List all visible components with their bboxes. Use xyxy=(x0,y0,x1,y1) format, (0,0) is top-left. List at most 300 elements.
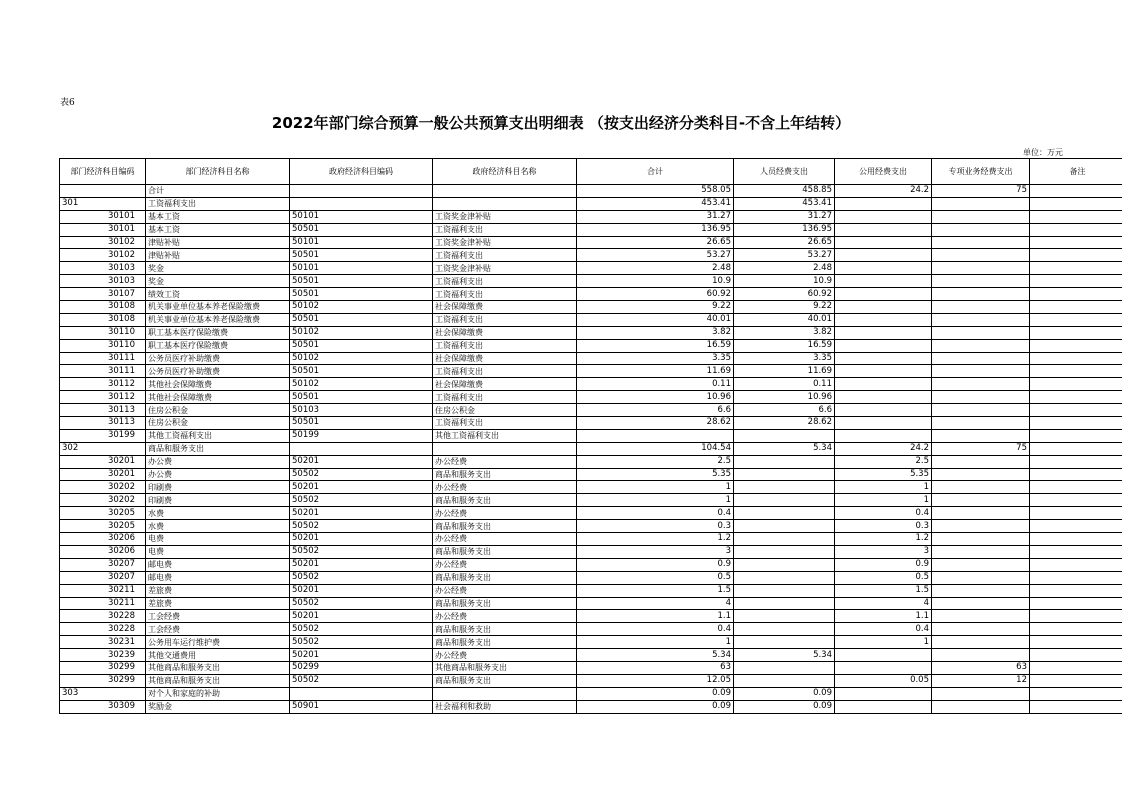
personnel-cell: 0.09 xyxy=(734,687,835,700)
dept-code-cell: 30299 xyxy=(60,661,146,674)
personnel-cell: 3.35 xyxy=(734,352,835,365)
public-cell: 1 xyxy=(835,636,932,649)
personnel-cell xyxy=(734,597,835,610)
dept-code-cell xyxy=(60,185,146,198)
personnel-cell: 136.95 xyxy=(734,223,835,236)
gov-name-cell: 商品和服务支出 xyxy=(433,623,577,636)
gov-code-cell: 50201 xyxy=(290,584,433,597)
personnel-cell xyxy=(734,558,835,571)
dept-name-cell: 办公费 xyxy=(146,468,290,481)
special-cell xyxy=(932,481,1030,494)
gov-name-cell: 商品和服务支出 xyxy=(433,494,577,507)
dept-name-cell: 电费 xyxy=(146,545,290,558)
total-cell: 12.05 xyxy=(577,674,734,687)
dept-name-cell: 合计 xyxy=(146,185,290,198)
public-cell xyxy=(835,262,932,275)
personnel-cell: 28.62 xyxy=(734,417,835,430)
personnel-cell: 2.48 xyxy=(734,262,835,275)
remark-cell xyxy=(1030,545,1122,558)
gov-name-cell: 社会保障缴费 xyxy=(433,301,577,314)
dept-code-cell: 303 xyxy=(60,687,146,700)
dept-name-cell: 机关事业单位基本养老保险缴费 xyxy=(146,313,290,326)
remark-cell xyxy=(1030,455,1122,468)
total-cell: 10.9 xyxy=(577,275,734,288)
table-row xyxy=(60,584,1122,597)
dept-code-cell: 302 xyxy=(60,442,146,455)
table-row xyxy=(60,558,1122,571)
public-cell xyxy=(835,391,932,404)
remark-cell xyxy=(1030,597,1122,610)
special-cell xyxy=(932,571,1030,584)
remark-cell xyxy=(1030,584,1122,597)
gov-name-cell: 社会保障缴费 xyxy=(433,326,577,339)
special-cell xyxy=(932,249,1030,262)
budget-table xyxy=(59,158,1122,714)
table-row xyxy=(60,249,1122,262)
remark-cell xyxy=(1030,378,1122,391)
table-row xyxy=(60,378,1122,391)
public-cell: 0.5 xyxy=(835,571,932,584)
public-cell: 0.05 xyxy=(835,674,932,687)
total-cell: 136.95 xyxy=(577,223,734,236)
personnel-cell xyxy=(734,623,835,636)
table-row xyxy=(60,661,1122,674)
total-cell: 3.82 xyxy=(577,326,734,339)
gov-code-cell: 50501 xyxy=(290,275,433,288)
gov-code-cell: 50102 xyxy=(290,378,433,391)
special-cell xyxy=(932,597,1030,610)
total-cell: 31.27 xyxy=(577,210,734,223)
remark-cell xyxy=(1030,468,1122,481)
header-gov-name: 政府经济科目名称 xyxy=(433,159,577,185)
gov-name-cell: 工资福利支出 xyxy=(433,417,577,430)
public-cell xyxy=(835,417,932,430)
dept-code-cell: 30107 xyxy=(60,288,146,301)
dept-name-cell: 职工基本医疗保险缴费 xyxy=(146,339,290,352)
personnel-cell: 16.59 xyxy=(734,339,835,352)
special-cell xyxy=(932,649,1030,662)
dept-code-cell: 30206 xyxy=(60,533,146,546)
public-cell xyxy=(835,197,932,210)
gov-name-cell: 商品和服务支出 xyxy=(433,468,577,481)
header-public: 公用经费支出 xyxy=(835,159,932,185)
dept-name-cell: 机关事业单位基本养老保险缴费 xyxy=(146,301,290,314)
personnel-cell: 458.85 xyxy=(734,185,835,198)
personnel-cell: 60.92 xyxy=(734,288,835,301)
header-total: 合计 xyxy=(577,159,734,185)
total-cell: 0.09 xyxy=(577,687,734,700)
dept-code-cell: 30113 xyxy=(60,404,146,417)
public-cell xyxy=(835,236,932,249)
total-cell: 53.27 xyxy=(577,249,734,262)
dept-name-cell: 其他社会保障缴费 xyxy=(146,391,290,404)
special-cell xyxy=(932,584,1030,597)
gov-name-cell: 办公经费 xyxy=(433,481,577,494)
remark-cell xyxy=(1030,674,1122,687)
table-row xyxy=(60,687,1122,700)
total-cell: 6.6 xyxy=(577,404,734,417)
special-cell xyxy=(932,391,1030,404)
gov-name-cell: 其他工资福利支出 xyxy=(433,429,577,442)
dept-name-cell: 对个人和家庭的补助 xyxy=(146,687,290,700)
table-row xyxy=(60,275,1122,288)
gov-name-cell: 办公经费 xyxy=(433,533,577,546)
header-gov-code: 政府经济科目编码 xyxy=(290,159,433,185)
gov-name-cell: 工资奖金津补贴 xyxy=(433,236,577,249)
total-cell: 16.59 xyxy=(577,339,734,352)
gov-name-cell xyxy=(433,687,577,700)
total-cell: 28.62 xyxy=(577,417,734,430)
remark-cell xyxy=(1030,571,1122,584)
table-row xyxy=(60,223,1122,236)
dept-code-cell: 30102 xyxy=(60,236,146,249)
gov-name-cell: 商品和服务支出 xyxy=(433,674,577,687)
personnel-cell xyxy=(734,520,835,533)
public-cell xyxy=(835,700,932,713)
dept-name-cell: 差旅费 xyxy=(146,597,290,610)
special-cell xyxy=(932,429,1030,442)
public-cell xyxy=(835,326,932,339)
gov-code-cell: 50199 xyxy=(290,429,433,442)
dept-code-cell: 30110 xyxy=(60,339,146,352)
gov-code-cell: 50501 xyxy=(290,391,433,404)
public-cell: 1 xyxy=(835,481,932,494)
dept-code-cell: 30231 xyxy=(60,636,146,649)
table-row xyxy=(60,236,1122,249)
table-row xyxy=(60,429,1122,442)
remark-cell xyxy=(1030,661,1122,674)
header-dept-code: 部门经济科目编码 xyxy=(60,159,146,185)
remark-cell xyxy=(1030,210,1122,223)
gov-name-cell: 社会保障缴费 xyxy=(433,352,577,365)
total-cell: 11.69 xyxy=(577,365,734,378)
special-cell xyxy=(932,687,1030,700)
dept-code-cell: 30111 xyxy=(60,365,146,378)
special-cell xyxy=(932,288,1030,301)
gov-code-cell: 50501 xyxy=(290,313,433,326)
dept-code-cell: 30206 xyxy=(60,545,146,558)
dept-code-cell: 30299 xyxy=(60,674,146,687)
dept-code-cell: 30205 xyxy=(60,507,146,520)
table-row xyxy=(60,365,1122,378)
gov-code-cell: 50101 xyxy=(290,262,433,275)
dept-name-cell: 津贴补贴 xyxy=(146,236,290,249)
dept-name-cell: 商品和服务支出 xyxy=(146,442,290,455)
table-row xyxy=(60,597,1122,610)
gov-code-cell: 50502 xyxy=(290,520,433,533)
remark-cell xyxy=(1030,301,1122,314)
special-cell xyxy=(932,507,1030,520)
remark-cell xyxy=(1030,275,1122,288)
personnel-cell xyxy=(734,674,835,687)
dept-name-cell: 办公费 xyxy=(146,455,290,468)
dept-name-cell: 印刷费 xyxy=(146,494,290,507)
remark-cell xyxy=(1030,185,1122,198)
dept-name-cell: 公务用车运行维护费 xyxy=(146,636,290,649)
gov-name-cell: 工资福利支出 xyxy=(433,275,577,288)
dept-code-cell: 30111 xyxy=(60,352,146,365)
gov-code-cell: 50502 xyxy=(290,494,433,507)
table-row xyxy=(60,649,1122,662)
personnel-cell xyxy=(734,571,835,584)
table-row xyxy=(60,185,1122,198)
public-cell: 3 xyxy=(835,545,932,558)
table-row xyxy=(60,700,1122,713)
dept-code-cell: 30201 xyxy=(60,455,146,468)
gov-name-cell: 办公经费 xyxy=(433,558,577,571)
remark-cell xyxy=(1030,533,1122,546)
table-row xyxy=(60,339,1122,352)
public-cell xyxy=(835,352,932,365)
public-cell xyxy=(835,210,932,223)
header-personnel: 人员经费支出 xyxy=(734,159,835,185)
total-cell: 0.09 xyxy=(577,700,734,713)
dept-name-cell: 差旅费 xyxy=(146,584,290,597)
remark-cell xyxy=(1030,558,1122,571)
remark-cell xyxy=(1030,520,1122,533)
table-row xyxy=(60,417,1122,430)
gov-code-cell: 50102 xyxy=(290,326,433,339)
total-cell: 0.4 xyxy=(577,623,734,636)
gov-code-cell: 50501 xyxy=(290,288,433,301)
dept-name-cell: 职工基本医疗保险缴费 xyxy=(146,326,290,339)
remark-cell xyxy=(1030,223,1122,236)
gov-name-cell: 工资福利支出 xyxy=(433,249,577,262)
public-cell xyxy=(835,339,932,352)
public-cell xyxy=(835,313,932,326)
public-cell: 1.5 xyxy=(835,584,932,597)
personnel-cell: 10.9 xyxy=(734,275,835,288)
gov-name-cell: 工资福利支出 xyxy=(433,339,577,352)
table-row xyxy=(60,197,1122,210)
personnel-cell xyxy=(734,661,835,674)
gov-code-cell: 50501 xyxy=(290,249,433,262)
gov-code-cell xyxy=(290,687,433,700)
total-cell: 5.35 xyxy=(577,468,734,481)
special-cell xyxy=(932,326,1030,339)
public-cell: 1.2 xyxy=(835,533,932,546)
dept-name-cell: 基本工资 xyxy=(146,223,290,236)
gov-name-cell: 商品和服务支出 xyxy=(433,571,577,584)
gov-code-cell xyxy=(290,442,433,455)
table-row xyxy=(60,442,1122,455)
gov-name-cell: 商品和服务支出 xyxy=(433,520,577,533)
personnel-cell: 0.11 xyxy=(734,378,835,391)
public-cell xyxy=(835,365,932,378)
dept-code-cell: 30309 xyxy=(60,700,146,713)
public-cell xyxy=(835,301,932,314)
table-row xyxy=(60,571,1122,584)
personnel-cell: 453.41 xyxy=(734,197,835,210)
personnel-cell: 11.69 xyxy=(734,365,835,378)
dept-code-cell: 30211 xyxy=(60,597,146,610)
table-body xyxy=(60,185,1122,714)
public-cell: 0.4 xyxy=(835,623,932,636)
total-cell: 1.2 xyxy=(577,533,734,546)
dept-name-cell: 电费 xyxy=(146,533,290,546)
personnel-cell xyxy=(734,507,835,520)
gov-code-cell xyxy=(290,185,433,198)
gov-code-cell: 50901 xyxy=(290,700,433,713)
special-cell xyxy=(932,352,1030,365)
remark-cell xyxy=(1030,623,1122,636)
gov-name-cell: 商品和服务支出 xyxy=(433,597,577,610)
page-title: 2022年部门综合预算一般公共预算支出明细表 （按支出经济分类科目-不含上年结转） xyxy=(271,114,851,132)
remark-cell xyxy=(1030,481,1122,494)
gov-name-cell xyxy=(433,197,577,210)
dept-code-cell: 30199 xyxy=(60,429,146,442)
dept-code-cell: 30211 xyxy=(60,584,146,597)
dept-code-cell: 30202 xyxy=(60,494,146,507)
dept-code-cell: 30102 xyxy=(60,249,146,262)
public-cell xyxy=(835,649,932,662)
gov-name-cell: 住房公积金 xyxy=(433,404,577,417)
special-cell xyxy=(932,700,1030,713)
special-cell: 12 xyxy=(932,674,1030,687)
personnel-cell xyxy=(734,494,835,507)
personnel-cell xyxy=(734,533,835,546)
dept-name-cell: 邮电费 xyxy=(146,558,290,571)
table-header-row xyxy=(60,159,1122,185)
special-cell xyxy=(932,417,1030,430)
personnel-cell: 26.65 xyxy=(734,236,835,249)
gov-name-cell: 办公经费 xyxy=(433,455,577,468)
gov-code-cell: 50201 xyxy=(290,558,433,571)
special-cell xyxy=(932,262,1030,275)
personnel-cell xyxy=(734,584,835,597)
gov-name-cell: 工资福利支出 xyxy=(433,313,577,326)
remark-cell xyxy=(1030,442,1122,455)
personnel-cell xyxy=(734,455,835,468)
personnel-cell xyxy=(734,610,835,623)
table-row xyxy=(60,352,1122,365)
dept-name-cell: 其他交通费用 xyxy=(146,649,290,662)
gov-code-cell: 50501 xyxy=(290,365,433,378)
gov-code-cell: 50502 xyxy=(290,545,433,558)
dept-name-cell: 公务员医疗补助缴费 xyxy=(146,365,290,378)
gov-name-cell: 办公经费 xyxy=(433,507,577,520)
public-cell xyxy=(835,687,932,700)
dept-code-cell: 30239 xyxy=(60,649,146,662)
gov-code-cell: 50201 xyxy=(290,507,433,520)
remark-cell xyxy=(1030,326,1122,339)
special-cell: 75 xyxy=(932,185,1030,198)
special-cell xyxy=(932,610,1030,623)
personnel-cell xyxy=(734,429,835,442)
personnel-cell xyxy=(734,481,835,494)
total-cell: 3 xyxy=(577,545,734,558)
gov-code-cell: 50299 xyxy=(290,661,433,674)
dept-code-cell: 301 xyxy=(60,197,146,210)
table-row xyxy=(60,481,1122,494)
special-cell xyxy=(932,533,1030,546)
total-cell: 104.54 xyxy=(577,442,734,455)
public-cell xyxy=(835,223,932,236)
dept-code-cell: 30202 xyxy=(60,481,146,494)
gov-code-cell: 50502 xyxy=(290,636,433,649)
total-cell: 1.1 xyxy=(577,610,734,623)
header-dept-name: 部门经济科目名称 xyxy=(146,159,290,185)
dept-name-cell: 基本工资 xyxy=(146,210,290,223)
dept-code-cell: 30103 xyxy=(60,262,146,275)
special-cell xyxy=(932,313,1030,326)
table-row xyxy=(60,610,1122,623)
personnel-cell xyxy=(734,636,835,649)
remark-cell xyxy=(1030,429,1122,442)
personnel-cell: 10.96 xyxy=(734,391,835,404)
gov-name-cell: 工资福利支出 xyxy=(433,288,577,301)
gov-name-cell: 商品和服务支出 xyxy=(433,545,577,558)
dept-name-cell: 住房公积金 xyxy=(146,404,290,417)
total-cell: 0.3 xyxy=(577,520,734,533)
gov-name-cell: 工资福利支出 xyxy=(433,391,577,404)
remark-cell xyxy=(1030,700,1122,713)
table-row xyxy=(60,545,1122,558)
total-cell: 9.22 xyxy=(577,301,734,314)
public-cell xyxy=(835,429,932,442)
special-cell xyxy=(932,223,1030,236)
table-row xyxy=(60,404,1122,417)
dept-code-cell: 30201 xyxy=(60,468,146,481)
dept-code-cell: 30112 xyxy=(60,391,146,404)
dept-name-cell: 奖金 xyxy=(146,275,290,288)
table-row xyxy=(60,520,1122,533)
total-cell: 10.96 xyxy=(577,391,734,404)
gov-name-cell: 工资奖金津补贴 xyxy=(433,262,577,275)
gov-code-cell: 50502 xyxy=(290,468,433,481)
gov-name-cell: 办公经费 xyxy=(433,610,577,623)
table-row xyxy=(60,326,1122,339)
dept-name-cell: 绩效工资 xyxy=(146,288,290,301)
special-cell xyxy=(932,365,1030,378)
total-cell: 1 xyxy=(577,481,734,494)
gov-name-cell: 工资奖金津补贴 xyxy=(433,210,577,223)
table-row xyxy=(60,210,1122,223)
gov-code-cell: 50502 xyxy=(290,623,433,636)
remark-cell xyxy=(1030,197,1122,210)
dept-code-cell: 30228 xyxy=(60,610,146,623)
total-cell: 0.11 xyxy=(577,378,734,391)
gov-code-cell: 50103 xyxy=(290,404,433,417)
personnel-cell: 40.01 xyxy=(734,313,835,326)
special-cell xyxy=(932,378,1030,391)
special-cell xyxy=(932,494,1030,507)
dept-name-cell: 其他商品和服务支出 xyxy=(146,674,290,687)
remark-cell xyxy=(1030,610,1122,623)
table-row xyxy=(60,288,1122,301)
special-cell: 75 xyxy=(932,442,1030,455)
remark-cell xyxy=(1030,636,1122,649)
dept-code-cell: 30101 xyxy=(60,210,146,223)
special-cell xyxy=(932,455,1030,468)
dept-name-cell: 公务员医疗补助缴费 xyxy=(146,352,290,365)
special-cell xyxy=(932,636,1030,649)
special-cell: 63 xyxy=(932,661,1030,674)
remark-cell xyxy=(1030,365,1122,378)
dept-code-cell: 30108 xyxy=(60,301,146,314)
table-row xyxy=(60,623,1122,636)
public-cell xyxy=(835,404,932,417)
remark-cell xyxy=(1030,288,1122,301)
special-cell xyxy=(932,623,1030,636)
total-cell: 40.01 xyxy=(577,313,734,326)
unit-label: 单位：万元 xyxy=(1023,148,1063,157)
total-cell: 2.5 xyxy=(577,455,734,468)
dept-code-cell: 30101 xyxy=(60,223,146,236)
total-cell: 63 xyxy=(577,661,734,674)
remark-cell xyxy=(1030,494,1122,507)
personnel-cell xyxy=(734,468,835,481)
